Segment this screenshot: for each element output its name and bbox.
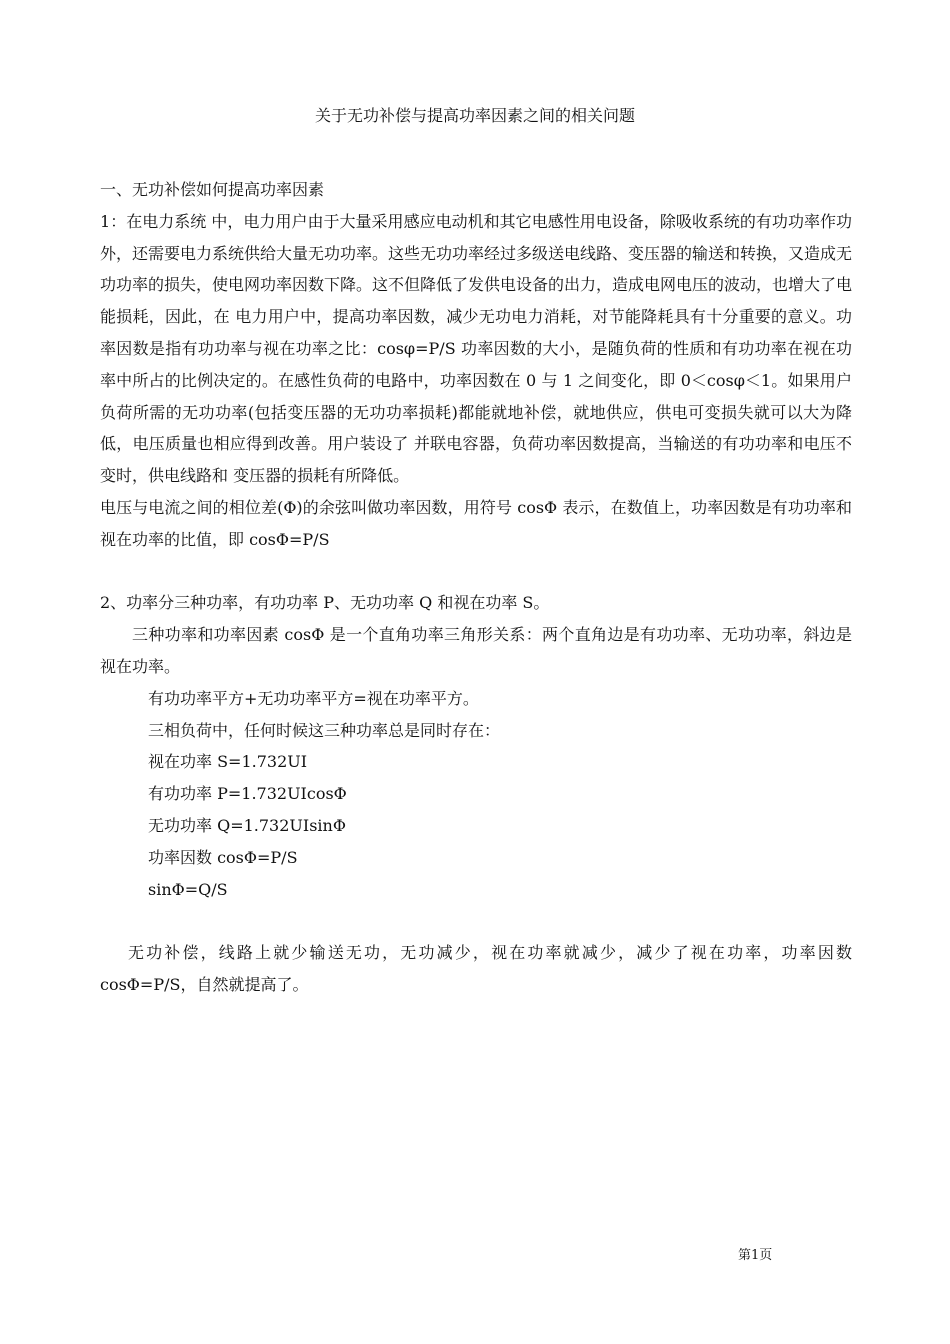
section-2-paragraph-1: 三种功率和功率因素 cosΦ 是一个直角功率三角形关系：两个直角边是有功功率、无功功率，斜边是视在功率。 — [100, 625, 852, 676]
section-1-paragraph-1: 1：在电力系统 中，电力用户由于大量采用感应电动机和其它电感性用电设备，除吸收系统的有功功率作功外，还需要电力系统供给大量无功功率。这些无功功率经过多级送电线路、变压器的输送和转换，又造成无功功率的损失，使电网功率因数下降。这不但降低了发供电设备的出力，造成电网电压的波动，也增大了电能损耗，因此，在 电力用户中，提高功率因数，减少无功电力消耗，对节能降耗具有十分重要的意义。功率因数是指有功功率与视在功率之比：cosφ=P/S 功率因数的大小，是随负荷的性质和有功功率在视在功率中所占的比例决定的。在感性负荷的电路中，功率因数在 0 与 1 之间变化，即 0＜cosφ＜1。如果用户负荷所需的无功功率(包括变压器的无功功率损耗)都能就地补偿，就地供应，供电可变损失就可以大为降低，电压质量也相应得到改善。用户装设了 并联电容器，负荷功率因数提高，当输送的有功功率和电压不变时，供电线路和 变压器的损耗有所降低。 — [100, 211, 853, 486]
formula-line: 三相负荷中，任何时候这三种功率总是同时存在： — [148, 720, 501, 740]
formula-line: sinΦ=Q/S — [148, 879, 228, 899]
section-1-heading: 一、无功补偿如何提高功率因素 — [100, 180, 325, 199]
section-1-paragraph-2: 电压与电流之间的相位差(Φ)的余弦叫做功率因数，用符号 cosΦ 表示，在数值上，功率因数是有功功率和视在功率的比值，即 cosΦ=P/S — [100, 497, 852, 549]
document-body — [100, 174, 852, 1001]
section-2-heading: 2、功率分三种功率，有功功率 P、无功功率 Q 和视在功率 S。 — [100, 593, 550, 613]
formula-line: 无功功率 Q=1.732UIsinΦ — [148, 815, 346, 835]
paragraph-gap — [100, 905, 852, 937]
formula-line: 有功功率 P=1.732UIcosΦ — [148, 784, 347, 804]
page-number: 第1页 — [738, 1248, 773, 1263]
formula-line: 有功功率平方+无功功率平方=视在功率平方。 — [148, 688, 479, 708]
document-title: 关于无功补偿与提高功率因素之间的相关问题 — [314, 106, 635, 125]
formula-line: 视在功率 S=1.732UI — [148, 752, 308, 772]
closing-paragraph: 无功补偿，线路上就少输送无功，无功减少，视在功率就减少，减少了视在功率，功率因数 cosΦ=P/S，自然就提高了。 — [100, 943, 852, 994]
formula-line: 功率因数 cosΦ=P/S — [148, 847, 298, 867]
paragraph-gap — [100, 556, 852, 588]
